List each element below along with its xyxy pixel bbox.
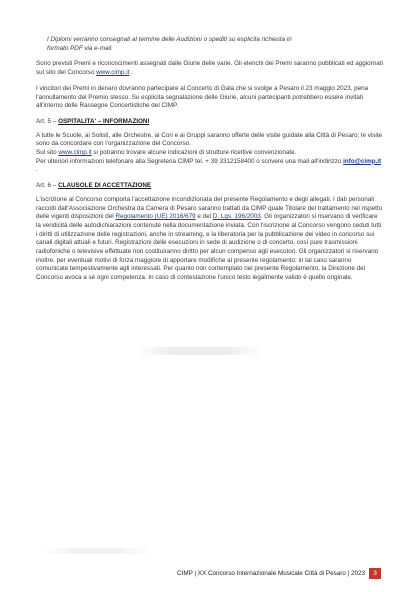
art6-text-a: L'iscrizione al Concorso comporta l'accettazione incondizionata del presente Regolamento e degli allegati. I dati personali raccolti dall'Associazione Orchestra da Camera di Pesaro saranno trattati da CIMP quale Titolare del trattamento nel rispetto delle vigenti disposizioni del [36, 195, 383, 221]
regulation-eu-link[interactable]: Regolamento (UE) 2016/679 [115, 213, 196, 221]
page-content [36, 36, 383, 283]
dlgs-link[interactable]: D. Lgs. 196/2003 [212, 213, 261, 221]
art6-text-b: e del [195, 213, 213, 221]
email-link[interactable]: info@cimp.it [343, 157, 382, 165]
bleed-through-mark-2 [42, 548, 152, 554]
diploma-note-line1: I Diplomi verranno consegnati al termine delle Audizioni o spediti su esplicita richiesta in [47, 36, 292, 43]
art6-body [36, 196, 383, 283]
art6-text-c: . Gli organizzatori si riservano di verificare la veridicità delle autodichiarazioni contenute nella documentazione inviata. Con l'iscrizione al Concorso vengono ceduti tutti i diritti di utilizzazione delle registrazioni, anche in streaming, e la liberatoria per la pubblicazione dei video in concorso sui canali digitali attuali e futuri. Registrazioni delle esecuzioni in sede di audizione o di concerto, così pure trasmissioni radiofoniche o televisive effettuate non costituiranno diritto per alcun compenso agli esecutori. Gli organizzatori si riservano inoltre, per eventuali motivi di forza maggiore di apportare modifiche al presente regolamento; in tal caso saranno comunicate tempestivamente agli interessati. Per quanto non contemplato nel presente Regolamento, la Direzione del Concorso avoca a sé ogni competenza. In caso di contestazione l'unico testo legalmente valido è quello originale. [36, 213, 382, 282]
art5-site-text: Sul sito [36, 149, 59, 157]
art6-heading [36, 182, 383, 191]
cimp-website-link[interactable]: www.cimp.it [96, 69, 130, 77]
art5-number: Art. 5 – [36, 117, 59, 125]
art5-contact-end: . [36, 166, 38, 174]
prizes-text: Sono previsti Premi e riconoscimenti assegnati dalle Giurie delle varie. Gli elenchi dei Premi saranno pubblicati ed aggiornati sul sito del Concorso [36, 60, 383, 77]
footer-text: CIMP | XX Concorso Internazionale Musicale Città di Pesaro | 2023 [177, 570, 365, 577]
page-footer [177, 568, 381, 579]
art5-title: OSPITALITA' – INFORMAZIONI [58, 117, 150, 125]
art5-heading [36, 118, 383, 127]
art5-body [36, 132, 383, 176]
art6-title: CLAUSOLE DI ACCETTAZIONE [58, 182, 152, 190]
page-number: 3 [369, 568, 381, 579]
prizes-paragraph [36, 60, 383, 77]
art5-contact-text: Per ulteriori informazioni telefonare alla Segreteria CIMP tel. + 39 3312158400 o scrivere una mail all'indirizzo [36, 157, 344, 165]
art5-visits-text: A tutte le Scuole, ai Solisti, alle Orchestre, ai Cori e ai Gruppi saranno offerte delle visite guidate alla Città di Pesaro; le visite sono da concordare con l'organizzazione del Concorso. [36, 131, 383, 148]
diploma-note-line2: formato PDF via e-mail. [47, 44, 114, 52]
art5-site-text-end: si potranno trovare alcune indicazioni di strutture ricettive convenzionate. [91, 149, 297, 157]
prizes-text-end: . [129, 69, 133, 77]
art6-number: Art. 6 – [36, 182, 59, 190]
cimp-website-link-2[interactable]: www.cimp.it [58, 149, 92, 157]
diploma-note [36, 36, 383, 53]
gala-concert-paragraph: I vincitori dei Premi in denaro dovranno partecipare al Concerto di Gala che si svolge a Pesaro il 23 maggio 2023, pena l'annullamento del Premio stesso. Su esplicita segnalazione delle Giurie, alcuni partecipanti potrebbero essere invitati all'interno delle Rassegne Concertistiche del CIMP. [36, 84, 369, 110]
bleed-through-mark [136, 347, 264, 355]
